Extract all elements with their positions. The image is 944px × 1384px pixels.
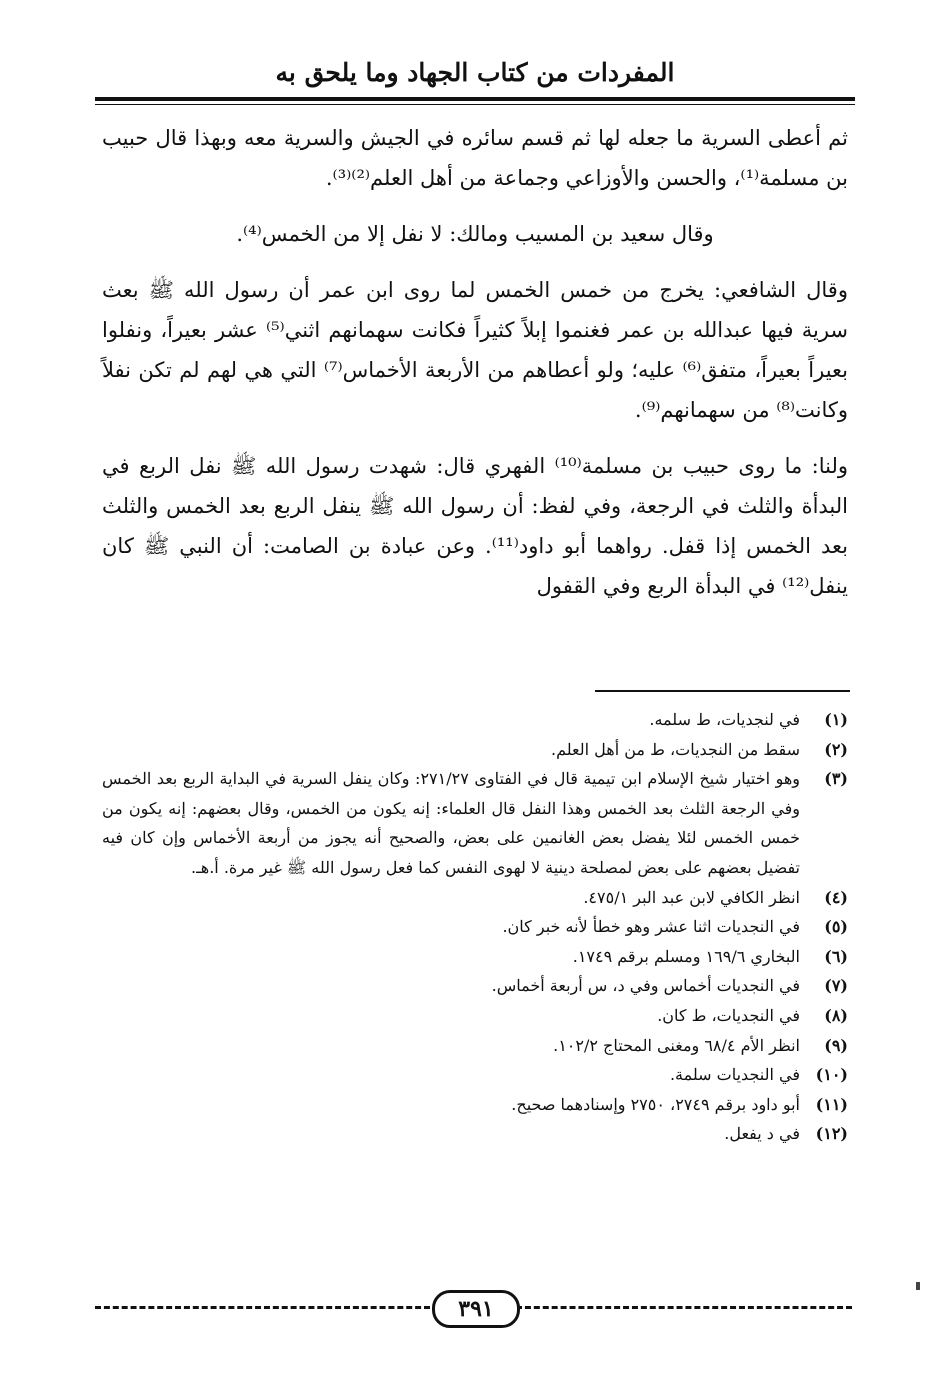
footnote-text: وهو اختيار شيخ الإسلام ابن تيمية قال في الفتاوى ٢٧١/٢٧: وكان ينفل السرية في البداية الربع بعد الخمس وفي الرجعة الثلث بعد الخمس وهذا النفل قال العلماء: إنه يكون من الخمس، وقال بعضهم: إنه يكون من خمس الخمس لئلا يفضل بعض الغانمين على بعض، والصحيح أنه يجوز من أربعة الأخماس وإن كان فيه تفضيل بعضهم على بعض لمصلحة دينية لا لهوى النفس كما فعل رسول الله ﷺ غير مرة. أ.هـ. xyxy=(102,769,801,877)
footnote-number: (١١) xyxy=(815,1094,848,1114)
footnote-number: (٦) xyxy=(824,946,848,966)
footnote-number: (١) xyxy=(824,710,848,729)
header-rule-thin xyxy=(95,104,855,105)
footnote-number: (٣) xyxy=(824,769,848,789)
footnote-number: (٩) xyxy=(824,1035,848,1055)
footnote-number: (٨) xyxy=(824,1005,848,1025)
footnote-5 xyxy=(102,912,848,942)
footnote-8 xyxy=(102,1001,848,1031)
page-number: ٣٩١ xyxy=(432,1290,520,1328)
footnote-number: (٤) xyxy=(824,887,848,907)
header-rule-thick xyxy=(95,97,855,101)
footnotes xyxy=(102,705,848,1149)
paragraph-4: ولنا: ما روى حبيب بن مسلمة⁽¹⁰⁾ الفهري قال: شهدت رسول الله ﷺ نفل الربع في البدأة والثلث في الرجعة، وفي لفظ: أن رسول الله ﷺ ينفل الربع بعد الخمس والثلث بعد الخمس إذا قفل. رواهما أبو داود⁽¹¹⁾. وعن عبادة بن الصامت: أن النبي ﷺ كان ينفل⁽¹²⁾ في البدأة الربع وفي القفول xyxy=(102,454,848,598)
footnote-7 xyxy=(102,971,848,1001)
footnote-1 xyxy=(102,705,848,735)
footnote-12 xyxy=(102,1119,848,1149)
main-text xyxy=(102,118,848,622)
paragraph-2: وقال سعيد بن المسيب ومالك: لا نفل إلا من الخمس⁽⁴⁾. xyxy=(236,222,714,246)
footnote-9 xyxy=(102,1031,848,1061)
footnote-10 xyxy=(102,1060,848,1090)
footnote-number: (٥) xyxy=(824,917,848,937)
footnote-number: (١٠) xyxy=(815,1065,848,1085)
footnote-text: البخاري ١٦٩/٦ ومسلم برقم ١٧٤٩. xyxy=(572,946,800,966)
footnote-text: في النجديات أخماس وفي د، س أربعة أخماس. xyxy=(491,976,800,996)
footnote-text: أبو داود برقم ٢٧٤٩، ٢٧٥٠ وإسنادهما صحيح. xyxy=(511,1094,800,1114)
footnote-2 xyxy=(102,735,848,765)
footnote-text: في النجديات سلمة. xyxy=(669,1065,800,1085)
footnote-text: في النجديات، ط كان. xyxy=(657,1005,800,1025)
footnote-text: في النجديات اثنا عشر وهو خطأ لأنه خبر كان. xyxy=(502,917,800,937)
paragraph-3: وقال الشافعي: يخرج من خمس الخمس لما روى ابن عمر أن رسول الله ﷺ بعث سرية فيها عبدالله بن عمر فغنموا إبلاً كثيراً فكانت سهمانهم اثني⁽⁵⁾ عشر بعيراً، ونفلوا بعيراً بعيراً، متفق⁽⁶⁾ عليه؛ ولو أعطاهم من الأربعة الأخماس⁽⁷⁾ التي هي لهم لم تكن نفلاً وكانت⁽⁸⁾ من سهمانهم⁽⁹⁾. xyxy=(102,278,849,422)
footnote-separator xyxy=(595,690,850,692)
footnote-text: في د يفعل. xyxy=(724,1124,800,1144)
footnote-text: انظر الأم ٦٨/٤ ومغنى المحتاج ١٠٢/٢. xyxy=(553,1035,800,1055)
running-title: المفردات من كتاب الجهاد وما يلحق به xyxy=(275,58,675,87)
footnote-3 xyxy=(102,764,848,882)
footnote-number: (٢) xyxy=(824,739,848,759)
footnote-number: (٧) xyxy=(824,976,848,996)
footnote-text: سقط من النجديات، ط من أهل العلم. xyxy=(551,739,800,759)
footer-dashed-rule-right xyxy=(516,1306,852,1309)
footnote-11 xyxy=(102,1090,848,1120)
scan-edge-mark xyxy=(916,1282,920,1290)
footnote-text: في لنجديات، ط سلمه. xyxy=(649,710,800,729)
footer-dashed-rule-left xyxy=(95,1306,430,1309)
footnote-number: (١٢) xyxy=(815,1124,848,1144)
paragraph-1: ثم أعطى السرية ما جعله لها ثم قسم سائره في الجيش والسرية معه وبهذا قال حبيب بن مسلمة⁽¹⁾، والحسن والأوزاعي وجماعة من أهل العلم⁽²⁾⁽³⁾. xyxy=(102,126,848,190)
footnote-text: انظر الكافي لابن عبد البر ٤٧٥/١. xyxy=(583,887,800,907)
footnote-6 xyxy=(102,942,848,972)
footnote-4 xyxy=(102,883,848,913)
